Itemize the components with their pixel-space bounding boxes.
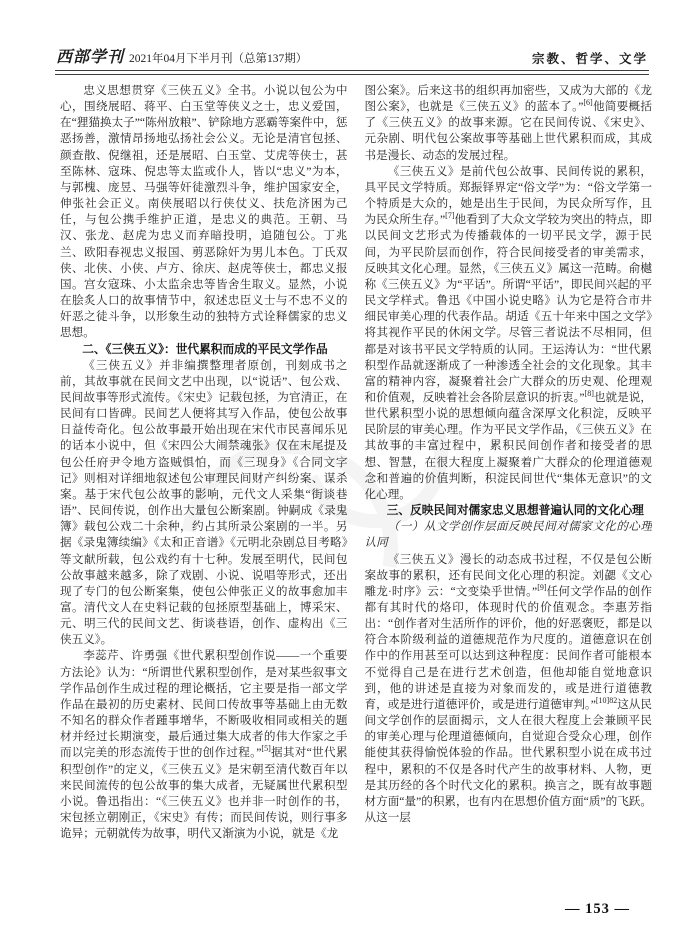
citation-marker: [8] — [584, 389, 594, 399]
citation-marker: [10]82 — [595, 696, 618, 706]
section-heading: 三、反映民间对儒家忠义思想普遍认同的文化心理 — [386, 504, 644, 518]
paragraph: 《三侠五义》漫长的动态成书过程，不仅是包公断案故事的累积，还有民间文化心理的积淀。刘勰《文心雕龙·时序》云：“文变染乎世情。”[9]任何文学作品的创作都有其时代的烙印，体现时代的价值观念。李惠芳指出：“创作者对生活所作的评价，他的好恶褒贬，都是以符合本阶级利益的道德规范作为尺度的。道德意识在创作中的作用甚至可以达到这种程度：民间作者可能根本不觉得自己是在进行艺术创造，但他却能自觉地意识到，他的讲述是直接为对象而发的，或是进行道德教育，或是进行道德评价，或是进行道德审判。”$^{[10]82}$这从民间文学创作的层面揭示，文人在很大程度上会兼顾平民的审美心理与伦理道德倾向，自觉迎合受众心理，创作能使其获得愉悦体验的作品。世代累积型小说在成书过程中，累积的不仅是各时代产生的故事材料、人物，更是其历经的各个时代文化的累积。换言之，既有故事题材方面“量”的积累，也有内在思想价值方面“质”的飞跃。从这一层 — [364, 552, 652, 825]
section-heading: 二、《三侠五义》：世代累积而成的平民文学作品 — [82, 342, 328, 356]
right-column — [365, 83, 653, 881]
article-body — [60, 83, 652, 881]
journal-name: 西部学刊 — [56, 47, 125, 66]
section-subheading: （一）从文学创作层面反映民间对儒家文化的心理认同 — [364, 520, 652, 550]
paragraph: 《三侠五义》是前代包公故事、民间传说的累积，具平民文学特质。郑振铎界定“俗文学”为：“俗文学第一个特质是大众的，她是出生于民间，为民众所写作，且为民众所生存。”[7]他看到了大众文学较为突出的特点，即以民间文艺形式为传播载体的一切平民文学，源于民间，为平民阶层而创作，符合民间接受者的审美需求，反映其文化心理。显然，《三侠五义》属这一范畴。俞樾称《三侠五义》为“平话”。所谓“平话”，即民间兴起的平民文学样式。鲁迅《中国小说史略》认为它是符合市井细民审美心理的代表作品。胡适《五十年来中国之文学》将其视作平民的休闲文学。尽管三者说法不尽相同，但都是对该书平民文学特质的认同。王运涛认为：“世代累积型作品就逐渐成了一种渗透全社会的文化现象。其丰富的精神内容，凝聚着社会广大群众的历史观、伦理观和价值观，反映着社会各阶层意识的折衷。”[8]也就是说，世代累积型小说的思想倾向蕴含深厚文化积淀，反映平民阶层的审美心理。作为平民文学作品，《三侠五义》在其故事的丰富过程中，累积民间创作者和接受者的思想、智慧，在很大程度上凝聚着广大群众的伦理道德观念和普遍的价值判断，积淀民间世代“集体无意识”的文化心理。 — [364, 164, 652, 501]
paragraph: 忠义思想贯穿《三侠五义》全书。小说以包公为中心，围绕展昭、蒋平、白玉堂等侠义之士，忠义爱国，在“狸猫换太子”“陈州放粮”、铲除地方恶霸等案件中，惩恶扬善，激情昂扬地弘扬社会公义。无论是清官包拯、颜查散、倪继祖，还是展昭、白玉堂、艾虎等侠士，甚至陈林、寇珠、倪忠等太监或仆人，皆以“忠义”为本，与郭槐、庞昱、马强等奸徒激烈斗争，维护国家安全，伸张社会正义。南侠展昭以行侠仗义、扶危济困为己任，与包公携手维护正道，是忠义的典范。王朝、马汉、张龙、赵虎为忠义而弃暗投明，追随包公。丁兆兰、欧阳春视忠义报国、剪恶除奸为男儿本色。丁氏双侠、北侠、小侠、卢方、徐庆、赵虎等侠士，都忠义报国。宫女寇珠、小太监余忠等皆舍生取义。显然，小说在脍炙人口的故事情节中，叙述忠臣义士与不忠不义的奸恶之徒斗争，以形象生动的独特方式诠释儒家的忠义思想。 — [60, 84, 348, 340]
page-number: — 153 — — [565, 901, 630, 917]
left-column — [60, 83, 348, 881]
issue-info: 2021年04月下半月刊（总第137期） — [129, 53, 308, 65]
citation-marker: [5] — [261, 744, 271, 754]
section-label: 宗教、哲学、文学 — [531, 52, 648, 66]
citation-marker: [6] — [583, 98, 593, 108]
paragraph: 李蕊芹、许勇强《世代累积型创作说——一个重要方法论》认为：“所谓世代累积型创作，是对某些叙事文学作品创作生成过程的理论概括，它主要是指一部文学作品在最初的历史素材、民间口传故事等基础上由无数不知名的群众作者踵事增华，不断吸收相同或相关的题材并经过长期演变，最后通过集大成者的伟大作家之手而以完美的形态流传于世的创作过程。”[5]据其对“世代累积型创作”的定义，《三侠五义》是宋朝至清代数百年以来民间流传的包公故事的集大成者，无疑属世代累积型小说。鲁迅指出：“《三侠五义》也并非一时创作的书，宋包拯立朝刚正，《宋史》有传；而民间传说，则行事多诡异；元朝就传为故事，明代又渐演为小说，就是《龙 — [60, 649, 348, 841]
paragraph: 《三侠五义》并非编撰整理者原创，刊刻成书之前，其故事就在民间文艺中出现，以“说话”、包公戏、民间故事等形式流传。《宋史》记载包拯，为官清正，在民间有口皆碑。民间艺人便将其写入作品，使包公故事日益传奇化。包公故事最开始出现在宋代市民喜闻乐见的话本小说中，但《宋四公大闹禁魂张》仅在末尾提及包公任府尹令地方盗贼惧怕，而《三现身》《合同文字记》则相对详细地叙述包公审理民间财产纠纷案、谋杀案。基于宋代包公故事的影响，元代文人采集“街谈巷语”、民间传说，创作出大量包公断案剧。钟嗣成《录鬼簿》载包公戏二十余种，约占其所录公案剧的一半。另据《录鬼簿续编》《太和正音谱》《元明北杂剧总目考略》等文献所载，包公戏约有十七种。发展至明代，民间包公故事越来越多，除了戏剧、小说、说唱等形式，还出现了专门的包公断案集，使包公伸张正义的故事愈加丰富。清代文人在史料记载的包拯原型基础上，博采宋、元、明三代的民间文艺、街谈巷语，创作、虚构出《三侠五义》。 — [60, 358, 348, 647]
header-double-rule — [55, 70, 649, 75]
page-header — [56, 44, 648, 67]
citation-marker: [9] — [537, 582, 547, 592]
journal-masthead — [56, 44, 307, 67]
citation-marker: [7] — [445, 211, 455, 221]
paragraph: 图公案》。后来这书的组织再加密些，又成为大部的《龙图公案》，也就是《三侠五义》的蓝本了。”[6]他简要概括了《三侠五义》的故事来源。它在民间传说、《宋史》、元杂剧、明代包公案故事等基础上世代累积而成，其成书是漫长、动态的发展过程。 — [364, 84, 652, 162]
